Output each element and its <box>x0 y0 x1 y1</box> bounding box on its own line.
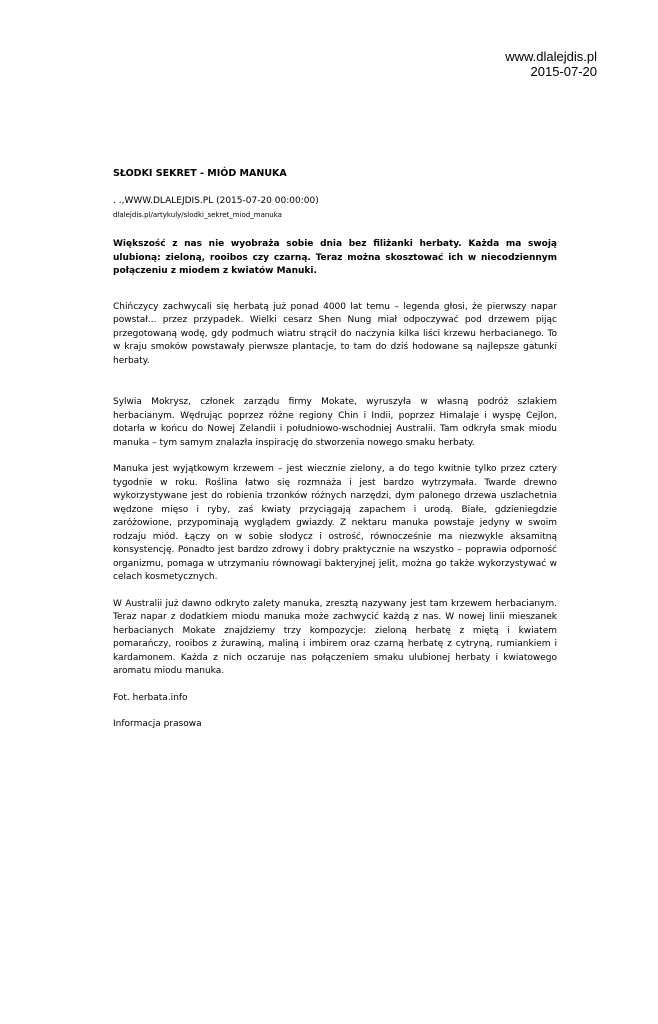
article-lead: Większość z nas nie wyobraża sobie dnia bez filiżanki herbaty. Każda ma swoją ulubioną: zieloną, rooibos czy czarną. Teraz można skosztować ich w niecodziennym połączeniu z miodem z kwiatów Manuki. <box>113 239 557 276</box>
photo-credit: Fot. herbata.info <box>113 692 188 703</box>
site-name: www.dlalejdis.pl <box>505 49 597 64</box>
article-paragraph: Chińczycy zachwycali się herbatą już ponad 4000 lat temu – legenda głosi, że pierwszy napar powstał... przez przypadek. Wielki cesarz Shen Nung miał odpoczywać pod drzewem pijąc przegotowaną wodę, gdy podmuch wiatru strącił do naczynia kilka liści krzewu herbacianego. To w kraju smoków powstawały pierwsze plantacje, to tam do dziś hodowane są najlepsze gatunki herbaty. <box>113 301 557 366</box>
page-header <box>505 49 597 79</box>
header-date: 2015-07-20 <box>530 64 597 79</box>
article-title: SŁODKI SEKRET - MIÓD MANUKA <box>113 168 287 179</box>
article-source: . .,WWW.DLALEJDIS.PL (2015-07-20 00:00:00) <box>113 195 319 206</box>
article-paragraph: Manuka jest wyjątkowym krzewem – jest wiecznie zielony, a do tego kwitnie tylko przez cztery tygodnie w roku. Roślina łatwo się rozmnaża i jest bardzo wytrzymała. Twarde drewno wykorzystywane jest do robienia trzonków różnych narzędzi, dym palonego drzewa uszlachetnia wędzone mięso i ryby, zaś kwiaty przyciągają zapachem i urodą. Białe, gdzieniegdzie zaróżowione, przypominają wyglądem gwiazdy. Z nektaru manuka powstaje jedyny w swoim rodzaju miód. Łączy on w sobie słodycz i ostrość, równocześnie ma niezwykle aksamitną konsystencję. Ponadto jest bardzo zdrowy i dobry praktycznie na wszystko – poprawia odporność organizmu, pomaga w utrzymaniu równowagi bakteryjnej jelit, można go także wykorzystywać w celach kosmetycznych. <box>113 464 557 582</box>
press-release-note: Informacja prasowa <box>113 719 202 729</box>
article-url: dlalejdis.pl/artykuly/slodki_sekret_miod_manuka <box>113 211 282 219</box>
article-paragraph: Sylwia Mokrysz, członek zarządu firmy Mokate, wyruszyła w własną podróż szlakiem herbacianym. Wędrując poprzez różne regiony Chin i Indii, poprzez Himalaje i wyspę Cejlon, dotarła w końcu do Nowej Zelandii i południowo-wschodniej Australii. Tam odkryła smak miodu manuka – tym samym znalazła inspirację do stworzenia nowego smaku herbaty. <box>113 397 557 448</box>
article-paragraph: W Australii już dawno odkryto zalety manuka, zresztą nazywany jest tam krzewem herbacianym. Teraz napar z dodatkiem miodu manuka może zachwycić każdą z nas. W nowej linii mieszanek herbacianych Mokate znajdziemy trzy kompozycje: zieloną herbatę z miętą i kwiatem pomarańczy, rooibos z żurawiną, maliną i imbirem oraz czarną herbatę z cytryną, rumiankiem i kardamonem. Każda z nich oczaruje nas połączeniem smaku ulubionej herbaty i kwiatowego aromatu miodu manuka. <box>113 598 557 676</box>
article <box>113 167 557 732</box>
